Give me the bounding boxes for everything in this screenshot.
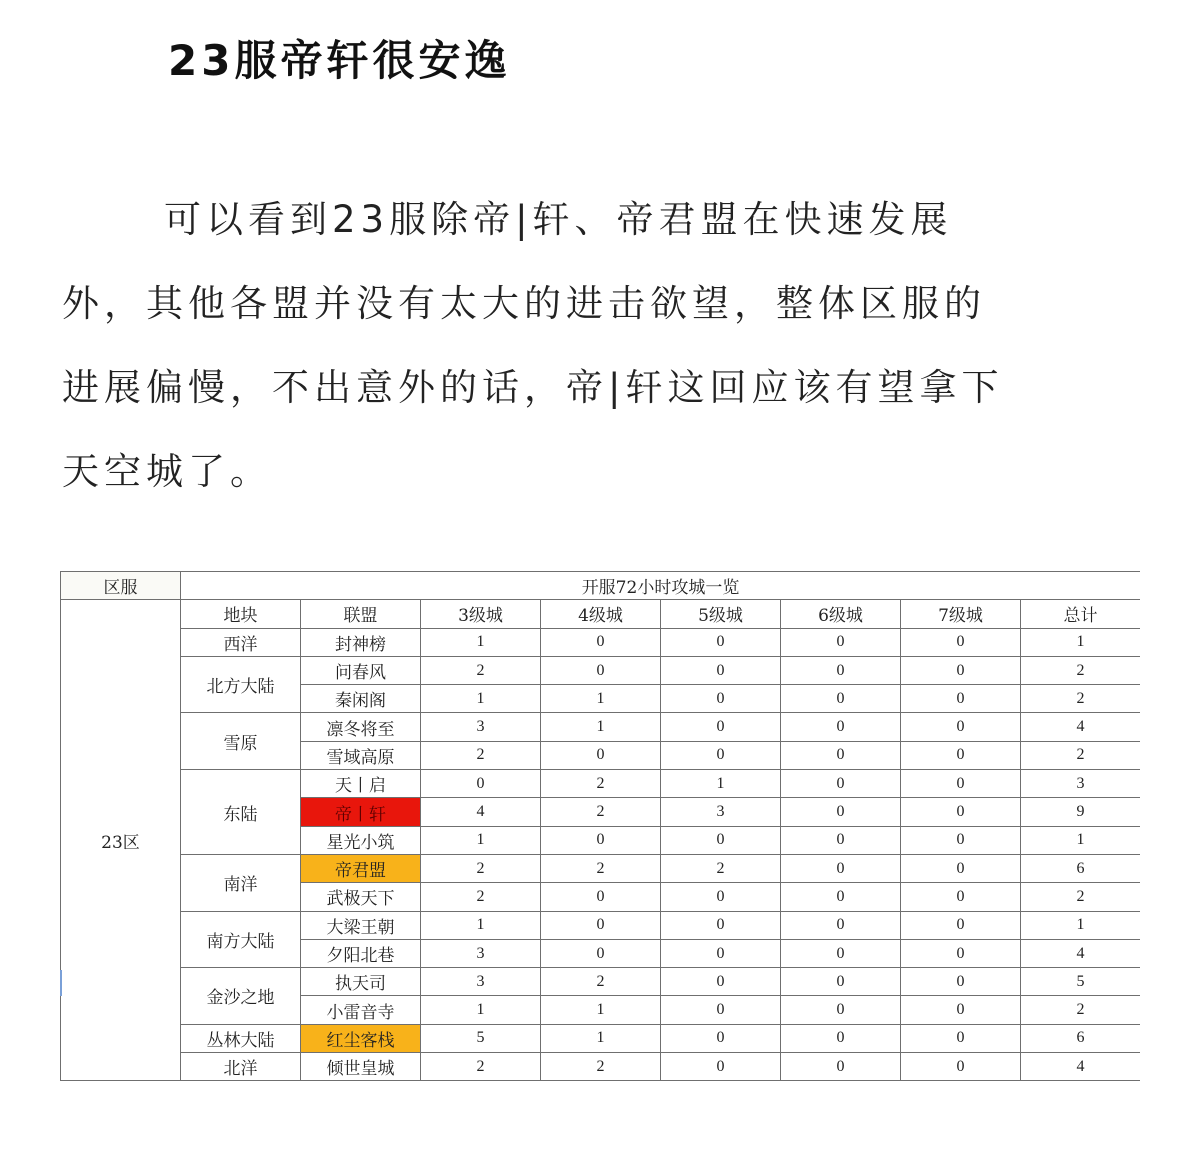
city-count-cell: 0 [901,996,1021,1024]
alliance-cell: 凛冬将至 [301,713,421,741]
city-count-cell: 2 [661,854,781,882]
table-row [61,968,1141,996]
region-cell: 雪原 [181,713,301,770]
city-count-cell: 2 [421,883,541,911]
selection-edge-mark [60,970,62,996]
column-header: 联盟 [301,600,421,628]
server-cell: 23区 [61,600,181,1081]
total-cell: 3 [1021,770,1141,798]
article-paragraph [62,178,1142,514]
city-count-cell: 0 [661,656,781,684]
city-count-cell: 0 [661,1053,781,1081]
alliance-cell: 小雷音寺 [301,996,421,1024]
city-count-cell: 0 [901,826,1021,854]
city-count-cell: 0 [901,854,1021,882]
region-cell: 东陆 [181,770,301,855]
city-count-cell: 3 [661,798,781,826]
table-row [61,911,1141,939]
city-count-cell: 0 [541,826,661,854]
alliance-cell: 雪域高原 [301,741,421,769]
city-count-cell: 1 [421,628,541,656]
total-cell: 5 [1021,968,1141,996]
total-cell: 2 [1021,656,1141,684]
alliance-cell: 大梁王朝 [301,911,421,939]
total-cell: 2 [1021,996,1141,1024]
group-title-cell: 开服72小时攻城一览 [181,572,1141,600]
table-row [61,854,1141,882]
alliance-cell: 天丨启 [301,770,421,798]
city-count-cell: 2 [541,798,661,826]
total-cell: 1 [1021,826,1141,854]
city-count-cell: 0 [781,883,901,911]
city-count-cell: 0 [541,911,661,939]
city-count-cell: 0 [901,911,1021,939]
city-count-cell: 0 [541,741,661,769]
city-count-cell: 0 [781,656,901,684]
table-row [61,1024,1141,1052]
city-count-cell: 0 [901,628,1021,656]
column-header: 3级城 [421,600,541,628]
city-count-cell: 2 [541,968,661,996]
city-count-cell: 3 [421,968,541,996]
column-header: 地块 [181,600,301,628]
city-count-cell: 0 [781,854,901,882]
city-count-cell: 0 [781,1024,901,1052]
city-count-cell: 2 [541,1053,661,1081]
city-count-cell: 0 [901,798,1021,826]
column-header: 4级城 [541,600,661,628]
city-count-cell: 0 [661,1024,781,1052]
city-count-cell: 2 [421,854,541,882]
city-count-cell: 0 [901,883,1021,911]
total-cell: 1 [1021,628,1141,656]
city-count-cell: 0 [781,826,901,854]
column-header-row [61,600,1141,628]
city-count-cell: 2 [541,854,661,882]
city-count-cell: 1 [541,996,661,1024]
city-count-cell: 0 [901,656,1021,684]
paragraph-line: 天空城了。 [62,450,272,493]
city-count-cell: 0 [541,883,661,911]
region-cell: 南方大陆 [181,911,301,968]
city-count-cell: 1 [541,1024,661,1052]
city-count-cell: 1 [421,685,541,713]
city-count-cell: 3 [421,713,541,741]
city-count-cell: 0 [901,968,1021,996]
total-cell: 2 [1021,685,1141,713]
alliance-cell: 武极天下 [301,883,421,911]
city-count-cell: 0 [781,628,901,656]
city-count-cell: 0 [781,685,901,713]
alliance-cell: 帝丨轩 [301,798,421,826]
siege-table-screenshot [60,571,1140,1081]
city-count-cell: 0 [901,685,1021,713]
city-count-cell: 0 [781,741,901,769]
region-cell: 丛林大陆 [181,1024,301,1052]
total-cell: 4 [1021,939,1141,967]
city-count-cell: 0 [781,911,901,939]
city-count-cell: 0 [661,685,781,713]
alliance-cell: 帝君盟 [301,854,421,882]
article-title: 23服帝轩很安逸 [168,36,511,85]
city-count-cell: 2 [421,1053,541,1081]
city-count-cell: 0 [661,713,781,741]
city-count-cell: 1 [541,713,661,741]
table-row [61,1053,1141,1081]
alliance-cell: 秦闲阁 [301,685,421,713]
city-count-cell: 0 [781,798,901,826]
city-count-cell: 0 [781,968,901,996]
alliance-cell: 封神榜 [301,628,421,656]
city-count-cell: 0 [661,883,781,911]
siege-table-body [61,572,1141,1081]
siege-table [60,571,1140,1081]
city-count-cell: 0 [661,911,781,939]
city-count-cell: 0 [541,939,661,967]
total-cell: 6 [1021,1024,1141,1052]
city-count-cell: 1 [541,685,661,713]
city-count-cell: 2 [421,656,541,684]
alliance-cell: 夕阳北巷 [301,939,421,967]
city-count-cell: 0 [421,770,541,798]
region-cell: 金沙之地 [181,968,301,1025]
city-count-cell: 0 [541,656,661,684]
alliance-cell: 问春风 [301,656,421,684]
city-count-cell: 0 [901,1024,1021,1052]
city-count-cell: 1 [661,770,781,798]
city-count-cell: 0 [781,770,901,798]
city-count-cell: 3 [421,939,541,967]
total-cell: 4 [1021,713,1141,741]
total-cell: 1 [1021,911,1141,939]
city-count-cell: 4 [421,798,541,826]
city-count-cell: 0 [661,826,781,854]
paragraph-line: 外，其他各盟并没有太大的进击欲望，整体区服的 [62,282,986,325]
total-cell: 2 [1021,741,1141,769]
city-count-cell: 0 [901,1053,1021,1081]
table-header-row [61,572,1141,600]
city-count-cell: 0 [661,996,781,1024]
paragraph-line: 进展偏慢，不出意外的话，帝|轩这回应该有望拿下 [62,366,1004,409]
alliance-cell: 星光小筑 [301,826,421,854]
alliance-cell: 执天司 [301,968,421,996]
city-count-cell: 0 [901,741,1021,769]
city-count-cell: 1 [421,911,541,939]
city-count-cell: 0 [541,628,661,656]
paragraph-line: 可以看到23服除帝|轩、帝君盟在快速发展 [164,198,953,241]
city-count-cell: 2 [541,770,661,798]
city-count-cell: 0 [901,713,1021,741]
table-row [61,770,1141,798]
region-cell: 西洋 [181,628,301,656]
city-count-cell: 0 [901,939,1021,967]
city-count-cell: 0 [781,939,901,967]
city-count-cell: 0 [901,770,1021,798]
region-cell: 南洋 [181,854,301,911]
city-count-cell: 0 [781,996,901,1024]
table-row [61,713,1141,741]
column-header: 5级城 [661,600,781,628]
total-cell: 4 [1021,1053,1141,1081]
column-header: 总计 [1021,600,1141,628]
total-cell: 9 [1021,798,1141,826]
city-count-cell: 0 [661,968,781,996]
column-header: 7级城 [901,600,1021,628]
city-count-cell: 0 [661,939,781,967]
city-count-cell: 1 [421,826,541,854]
region-cell: 北洋 [181,1053,301,1081]
total-cell: 2 [1021,883,1141,911]
city-count-cell: 2 [421,741,541,769]
city-count-cell: 0 [661,628,781,656]
table-row [61,656,1141,684]
total-cell: 6 [1021,854,1141,882]
column-header: 6级城 [781,600,901,628]
city-count-cell: 0 [661,741,781,769]
city-count-cell: 5 [421,1024,541,1052]
city-count-cell: 1 [421,996,541,1024]
region-cell: 北方大陆 [181,656,301,713]
table-row [61,628,1141,656]
server-header-cell: 区服 [61,572,181,600]
alliance-cell: 倾世皇城 [301,1053,421,1081]
alliance-cell: 红尘客栈 [301,1024,421,1052]
city-count-cell: 0 [781,1053,901,1081]
city-count-cell: 0 [781,713,901,741]
